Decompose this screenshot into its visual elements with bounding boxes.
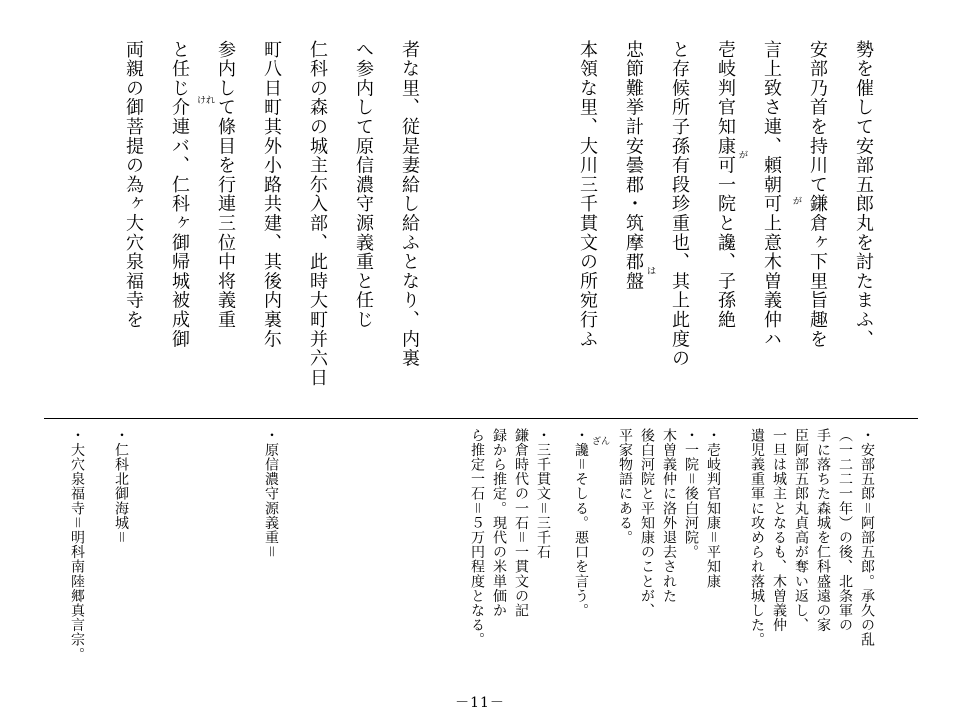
note-line: 録から推定。現代の米単価か — [491, 428, 507, 618]
note-line: 鎌倉時代の一石＝一貫文の記 — [513, 428, 529, 618]
ruby-annotation: が — [739, 151, 749, 161]
ruby-annotation: ざん — [592, 437, 611, 447]
main-text-line: 壱岐判官知康可一院と讒、子孫絶 — [715, 40, 736, 330]
ruby-annotation: けれ — [197, 96, 216, 106]
main-text-line: 者な里、従是妻給し給ふとなり、内裏 — [399, 40, 420, 369]
main-text-line: 勢を催して安部五郎丸を討たまふ、 — [853, 40, 874, 349]
main-text-line: 本領な里、大川三千貫文の所宛行ふ — [577, 40, 598, 349]
section-divider — [44, 418, 918, 419]
note-line: ・仁科北御海城＝ — [113, 428, 129, 545]
note-line: ・壱岐判官知康＝平知康 — [705, 428, 721, 589]
main-text-line: と任じ介連バ、仁科ヶ御帰城被成御 — [169, 40, 190, 349]
note-line: ・大穴泉福寺＝明科南陸郷真言宗。 — [69, 428, 85, 662]
main-text-line: 仁科の森の城主尓入部、此時大町并六日 — [307, 40, 328, 388]
note-line: 後白河院と平知康のことが、 — [639, 428, 655, 618]
main-text-line: 参内して條目を行連三位中将義重 — [215, 40, 236, 330]
main-text-line: へ参内して原信濃守源義重と任じ — [353, 40, 374, 330]
ruby-annotation: が — [793, 197, 803, 207]
note-line: （一二二一年）の後、北条軍の — [837, 428, 853, 633]
note-line: ・三千貫文＝三千石 — [535, 428, 551, 560]
note-line: ・讒＝そしる。悪口を言う。 — [573, 428, 589, 618]
main-text-line: 忠節難挙計安曇郡・筑摩郡盤 — [623, 40, 644, 291]
note-line: ・安部五郎＝阿部五郎。承久の乱 — [859, 428, 875, 647]
main-text-line: 町八日町其外小路共建、其後内裏尓 — [261, 40, 282, 349]
main-text-line: 安部乃首を持川て鎌倉ヶ下里旨趣を — [807, 40, 828, 349]
ruby-annotation: は — [647, 267, 657, 277]
page-number: －11－ — [455, 695, 505, 711]
note-line: 平家物語にある。 — [617, 428, 633, 545]
note-line: 一旦は城主となるも、木曽義仲 — [771, 428, 787, 633]
main-text-line: と存候所子孫有段珍重也、其上此度の — [669, 40, 690, 369]
note-line: ら推定一石＝５万円程度となる。 — [469, 428, 485, 647]
note-line: 木曽義仲に洛外退去された — [661, 428, 677, 604]
main-text-line: 両親の御菩提の為ヶ大穴泉福寺を — [123, 40, 144, 330]
note-line: 臣阿部五郎丸貞高が奪い返し、 — [793, 428, 809, 633]
note-line: 遺児義重軍に攻められ落城した。 — [749, 428, 765, 647]
note-line: ・原信濃守源義重＝ — [263, 428, 279, 560]
main-text-line: 言上致さ連、頼朝可上意木曽義仲ハ — [761, 40, 782, 349]
note-line: ・一院＝後白河院。 — [683, 428, 699, 560]
note-line: 手に落ちた森城を仁科盛遠の家 — [815, 428, 831, 633]
